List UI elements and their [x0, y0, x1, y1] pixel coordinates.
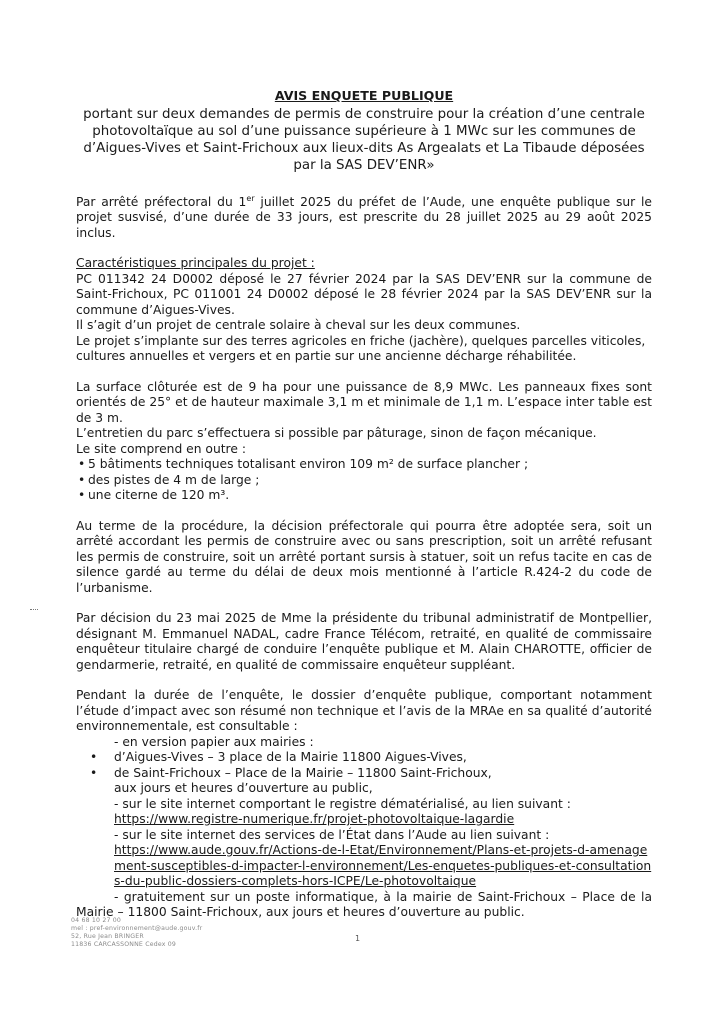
procedure-paragraph: Au terme de la procédure, la décision préfectorale qui pourra être adoptée sera, soit un arrêté accordant les permis de construire avec ou sans prescription, soit un arrêté refusant les permis de construire, soit un arrêté portant sursis à statuer, soit un refus tacite en cas de silence gardé au terme du délai de deux mois mentionné à l’article R.424-2 du code de l’urbanisme. [76, 518, 652, 595]
consultation-section [76, 688, 652, 921]
notice-subtitle: portant sur deux demandes de permis de construire pour la création d’une centrale photovoltaïque au sol d’une puissance supérieure à 1 MWc sur les communes de d’Aigues-Vives et Saint-Frichoux aux lieux-dits As Argealats et La Tibaude déposées par la SAS DEV’ENR» [83, 106, 645, 173]
web-registry-link[interactable]: https://www.registre-numerique.fr/projet-photovoltaique-lagardie [114, 812, 515, 827]
mairie-saint-frichoux [76, 766, 652, 782]
mairie-aigues-vives [76, 750, 652, 766]
surface-paragraph: La surface clôturée est de 9 ha pour une puissance de 8,9 MWc. Les panneaux fixes sont orientés de 25° et de hauteur maximale 3,1 m et minimale de 1,1 m. L’espace inter table est de 3 m. [76, 379, 652, 425]
bullet-icon: • [90, 750, 98, 765]
web-registry-intro: - sur le site internet comportant le registre dématérialisé, au lien suivant : [114, 796, 571, 811]
site-intro: Le site comprend en outre : [76, 441, 246, 456]
footer-city: 11836 CARCASSONNE Cedex 09 [71, 941, 177, 948]
mairie-aigues-vives-text: d’Aigues-Vives – 3 place de la Mairie 11800 Aigues-Vives, [114, 750, 467, 765]
surface-section [76, 380, 652, 504]
site-items-list [76, 457, 652, 504]
list-item: • une citerne de 120 m³. [76, 488, 652, 504]
notice-title: AVIS ENQUETE PUBLIQUE [274, 88, 454, 103]
footer-email: mel : pref-environnement@aude.gouv.fr [71, 925, 203, 932]
intro-text-start: Par arrêté préfectoral du 1 [76, 194, 247, 209]
decision-paragraph: Par décision du 23 mai 2025 de Mme la présidente du tribunal administratif de Montpellier, désignant M. Emmanuel NADAL, cadre France Télécom, retraité, en qualité de commissaire enquêteur titulaire chargé de conduire l’enquête publique et M. Alain CHAROTTE, officier de gendarmerie, retraité, en qualité de commissaire enquêteur suppléant. [76, 611, 652, 672]
bullet-icon: • [90, 765, 98, 780]
paper-version-line: - en version papier aux mairies : [114, 734, 314, 749]
intro-superscript: er [246, 193, 255, 203]
list-item: • 5 bâtiments techniques totalisant environ 109 m² de surface plancher ; [76, 457, 652, 473]
state-site-intro: - sur le site internet des services de l’État dans l’Aude au lien suivant : [114, 827, 550, 842]
characteristics-land: Le projet s’implante sur des terres agricoles en friche (jachère), quelques parcelles viticoles, cultures annuelles et vergers et en partie sur une ancienne décharge réhabilitée. [76, 333, 646, 364]
maintenance-paragraph: L’entretien du parc s’effectuera si possible par pâturage, sinon de façon mécanique. [76, 426, 597, 441]
intro-text-end: juillet 2025 du préfet de l’Aude, une enquête publique sur le projet susvisé, d’une durée de 33 jours, est prescrite du 28 juillet 2025 au 29 août 2025 inclus. [76, 194, 652, 240]
page-number: 1 [355, 934, 361, 943]
mairie-saint-frichoux-text: de Saint-Frichoux – Place de la Mairie – 11800 Saint-Frichoux, [114, 765, 492, 780]
characteristics-permits: PC 011342 24 D0002 déposé le 27 février 2024 par la SAS DEV’ENR sur la commune de Saint-Frichoux, PC 011001 24 D0002 déposé le 28 février 2024 par la SAS DEV’ENR sur la commune d’Aigues-Vives. [76, 271, 652, 317]
margin-mark [30, 609, 38, 612]
footer-street: 52, Rue Jean BRINGER [71, 933, 144, 940]
notice-body [76, 88, 652, 921]
footer-contact [71, 917, 202, 949]
characteristics-heading: Caractéristiques principales du projet : [76, 256, 315, 271]
intro-paragraph [76, 191, 652, 242]
list-item: • des pistes de 4 m de large ; [76, 473, 652, 489]
consultation-intro: Pendant la durée de l’enquête, le dossier d’enquête publique, comportant notamment l’étude d’impact avec son résumé non technique et l’avis de la MRAe en sa qualité d’autorité environnementale, est consultable : [76, 688, 652, 734]
state-site-link[interactable]: https://www.aude.gouv.fr/Actions-de-l-Etat/Environnement/Plans-et-projets-d-amenagement-susceptibles-d-impacter-l-environnement/Les-enquetes-publiques-et-consultations-du-public-dossiers-complets-hors-ICPE/Le-photovoltaique [114, 843, 652, 889]
free-access-paragraph: - gratuitement sur un poste informatique, à la mairie de Saint-Frichoux – Place de la Mairie – 11800 Saint-Frichoux, aux jours et heures d’ouverture au public. [76, 889, 652, 920]
opening-hours-line: aux jours et heures d’ouverture au public, [114, 781, 373, 796]
characteristics-project: Il s’agit d’un projet de centrale solaire à cheval sur les deux communes. [76, 318, 521, 333]
characteristics-section [76, 256, 652, 365]
footer-phone: 04 68 10 27 00 [71, 917, 122, 924]
